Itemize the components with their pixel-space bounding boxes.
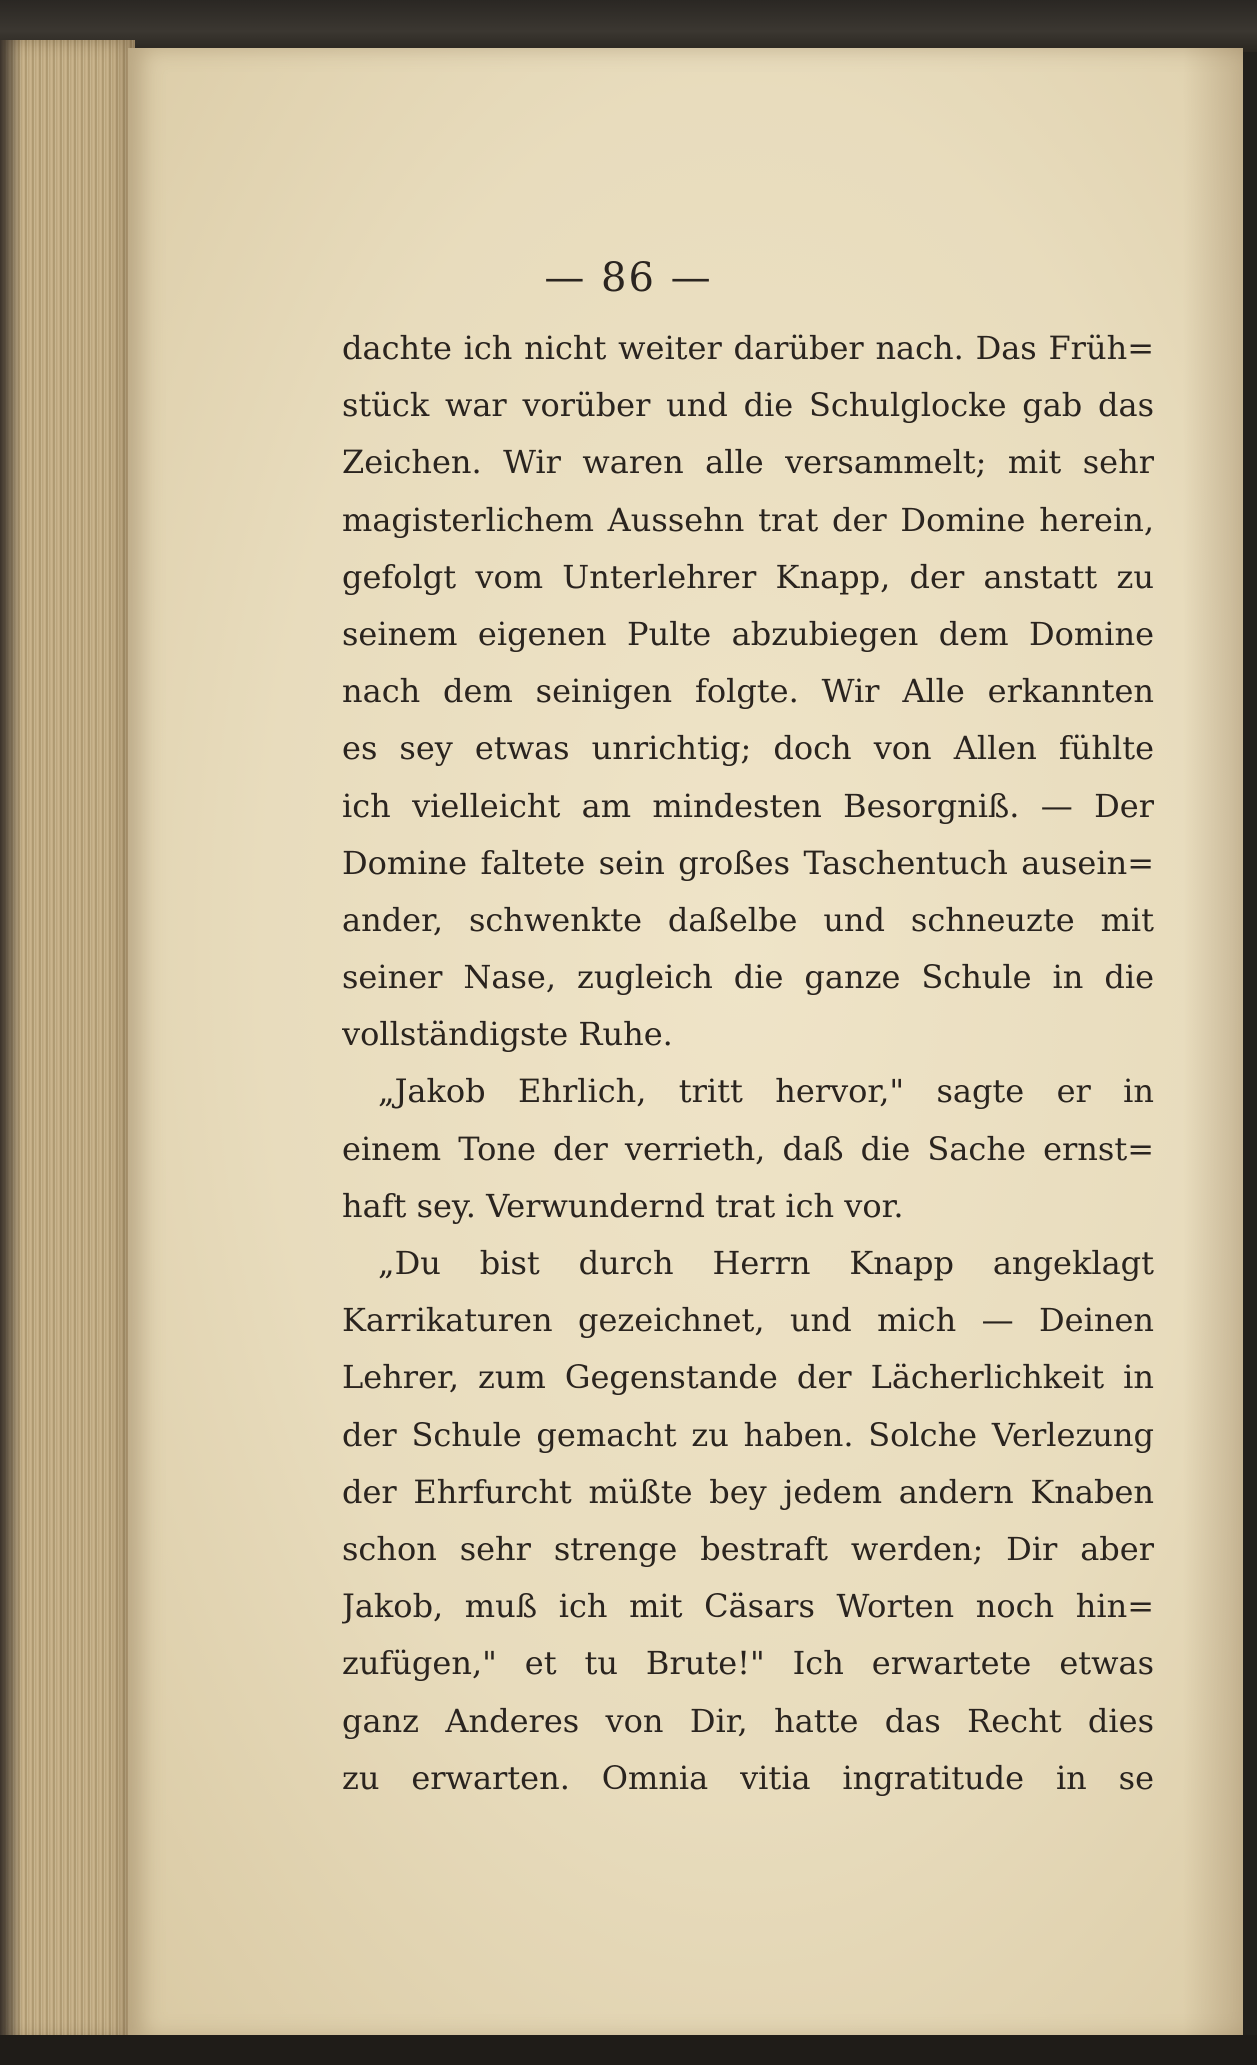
text-line: Lehrer, zum Gegenstande der Lächerlichkeit in [342, 1358, 1154, 1397]
text-line: „Jakob Ehrlich, tritt hervor," sagte er in [378, 1072, 1154, 1111]
text-line: dachte ich nicht weiter darüber nach. Das Früh= [342, 329, 1154, 367]
book-cover-top [0, 0, 1257, 52]
body-text [342, 320, 1154, 1807]
binding-shadow [0, 40, 22, 2040]
text-line: stück war vorüber und die Schulglocke gab das [342, 386, 1154, 425]
text-line: „Du bist durch Herrn Knapp angeklagt [378, 1244, 1154, 1282]
page-number: — 86 — [544, 255, 713, 301]
text-line: Jakob, muß ich mit Cäsars Worten noch hin= [342, 1587, 1154, 1626]
text-line: einem Tone der verrieth, daß die Sache ernst= [342, 1129, 1154, 1168]
text-line: seinem eigenen Pulte abzubiegen dem Domine [342, 614, 1154, 653]
text-line: magisterlichem Aussehn trat der Domine herein, [342, 500, 1154, 539]
page-shade [1183, 48, 1243, 2038]
text-line: Domine faltete sein großes Taschentuch ausein= [342, 843, 1154, 882]
text-line: schon sehr strenge bestraft werden; Dir aber [342, 1529, 1154, 1568]
text-line: es sey etwas unrichtig; doch von Allen fühlte [342, 729, 1154, 768]
text-line: ganz Anderes von Dir, hatte das Recht dies [342, 1701, 1154, 1740]
text-line: nach dem seinigen folgte. Wir Alle erkannten [342, 672, 1154, 711]
text-line: seiner Nase, zugleich die ganze Schule in die [342, 958, 1154, 997]
text-line: der Ehrfurcht müßte bey jedem andern Knaben [342, 1472, 1154, 1511]
text-line: zufügen," et tu Brute!" Ich erwartete etwas [342, 1644, 1154, 1683]
text-line: ander, schwenkte daßelbe und schneuzte mit [342, 900, 1154, 939]
text-line: Karrikaturen gezeichnet, und mich — Deinen [342, 1301, 1154, 1340]
text-line: zu erwarten. Omnia vitia ingratitude in se [342, 1758, 1154, 1797]
text-line: der Schule gemacht zu haben. Solche Verlezung [342, 1415, 1154, 1454]
text-line: vollständigste Ruhe. [342, 1015, 673, 1054]
book-cover-bottom [0, 2035, 1257, 2065]
text-line: Zeichen. Wir waren alle versammelt; mit sehr [342, 443, 1154, 482]
text-line: haft sey. Verwundernd trat ich vor. [342, 1186, 904, 1225]
text-line: ich vielleicht am mindesten Besorgniß. — Der [342, 786, 1154, 825]
text-line: gefolgt vom Unterlehrer Knapp, der anstatt zu [342, 557, 1154, 596]
